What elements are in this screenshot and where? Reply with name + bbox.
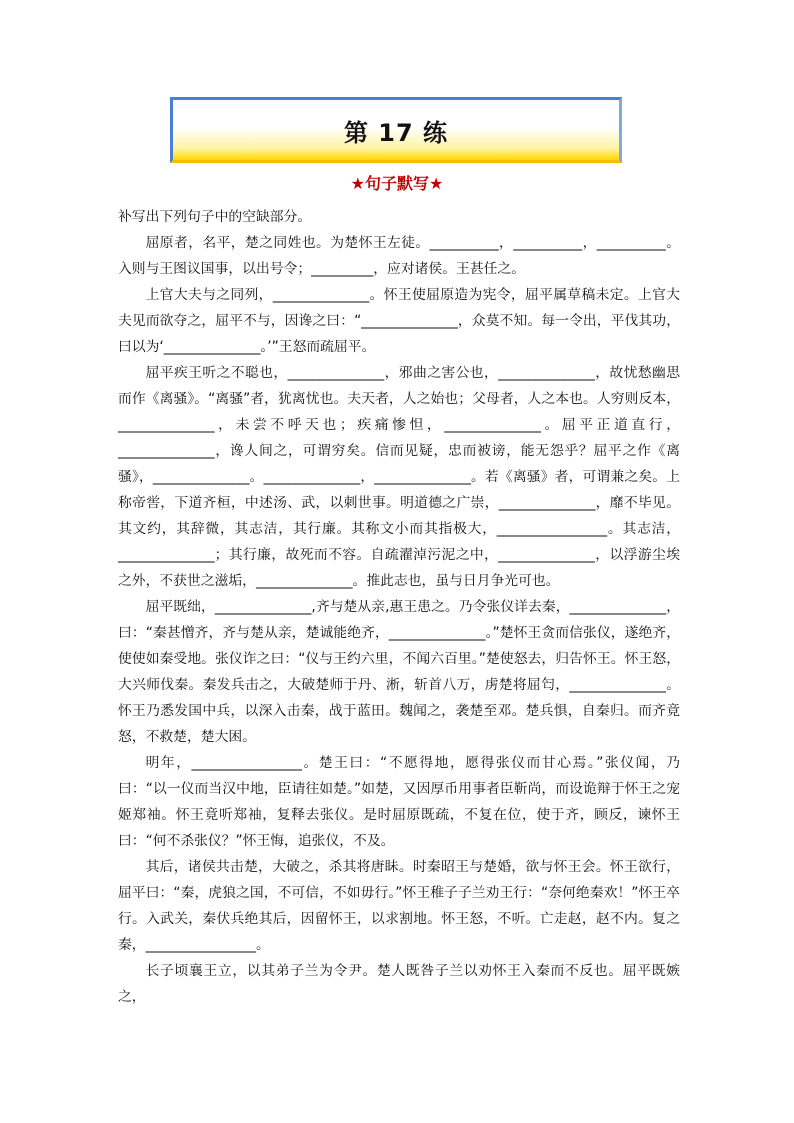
paragraph-7: 长子顷襄王立，以其弟子兰为令尹。楚人既咎子兰以劝怀王入秦而不反也。屈平既嫉之， [118, 963, 680, 1005]
paragraph-3: 屈平疾王听之不聪也，______________，邪曲之害公也，______________，故忧愁幽思而作《离骚》。“离骚”者，犹离忧也。夫天者，人之始也；父母者，人之本也。人穷则反本，______________，未尝不呼天也；疾痛惨怛，______________。屈平正道直行，______________，谗人间之，可谓穷矣。信而见疑，忠而被谤，能无怨乎？屈平之作《离骚》，______________。______________，______________。若《离骚》者，可谓兼之矣。上称帝喾，下道齐桓，中述汤、武，以刺世事。明道德之广崇，______________，靡不毕见。其文约，其辞微，其志洁，其行廉。其称文小而其指极大，________________。其志洁，______________；其行廉，故死而不容。自疏濯淖污泥之中，______________，以浮游尘埃之外，不获世之滋垢，______________。推此志也，虽与日月争光可也。 [118, 365, 680, 589]
paragraph-1: 屈原者，名平，楚之同姓也。为楚怀王左徒。__________，__________，__________。入则与王图议国事，以出号令；_________，应对诸侯。王甚任之。 [118, 235, 680, 277]
paragraph-2: 上官大夫与之同列，______________。怀王使屈原造为宪令，屈平属草稿未定。上官大夫见而欲夺之，屈平不与，因谗之曰：“______________，众莫不知。每一令出，平伐其功，曰以为‘______________。’”王怒而疏屈平。 [118, 287, 680, 355]
instruction-text: 补写出下列句子中的空缺部分。 [118, 209, 312, 225]
paragraph-6: 其后，诸侯共击楚，大破之，杀其将唐眛。时秦昭王与楚婚，欲与怀王会。怀王欲行，屈平曰：“秦，虎狼之国，不可信，不如毋行。”怀王稚子子兰劝王行：“奈何绝秦欢！”怀王卒行。入武关，秦伏兵绝其后，因留怀王，以求割地。怀王怒，不听。亡走赵，赵不内。复之秦，________________。 [118, 859, 680, 953]
title-banner [170, 97, 622, 163]
page-title: 第 17 练 [343, 118, 449, 147]
section-subtitle: ★句子默写★ [350, 174, 444, 193]
paragraph-4: 屈平既绌，______________,齐与楚从亲,惠王患之。乃令张仪详去秦，______________，曰：“秦甚憎齐，齐与楚从亲，楚诚能绝齐，______________。”楚怀王贪而信张仪，遂绝齐，使使如秦受地。张仪诈之曰：“仪与王约六里，不闻六百里。”楚使怒去，归告怀王。怀王怒，大兴师伐秦。秦发兵击之，大破楚师于丹、淅，斩首八万，虏楚将屈匄，______________。怀王乃悉发国中兵，以深入击秦，战于蓝田。魏闻之，袭楚至邓。楚兵惧，自秦归。而齐竟怒，不救楚，楚大困。 [118, 599, 680, 745]
exercise-body [118, 204, 680, 1010]
paragraph-5: 明年，________________。楚王曰：“不愿得地，愿得张仪而甘心焉。”张仪闻，乃曰：“以一仪而当汉中地，臣请往如楚。”如楚，又因厚币用事者臣靳尚，而设诡辩于怀王之宠姬郑袖。怀王竟听郑袖，复释去张仪。是时屈原既疏，不复在位，使于齐，顾反，谏怀王曰：“何不杀张仪？”怀王悔，追张仪，不及。 [118, 755, 680, 849]
